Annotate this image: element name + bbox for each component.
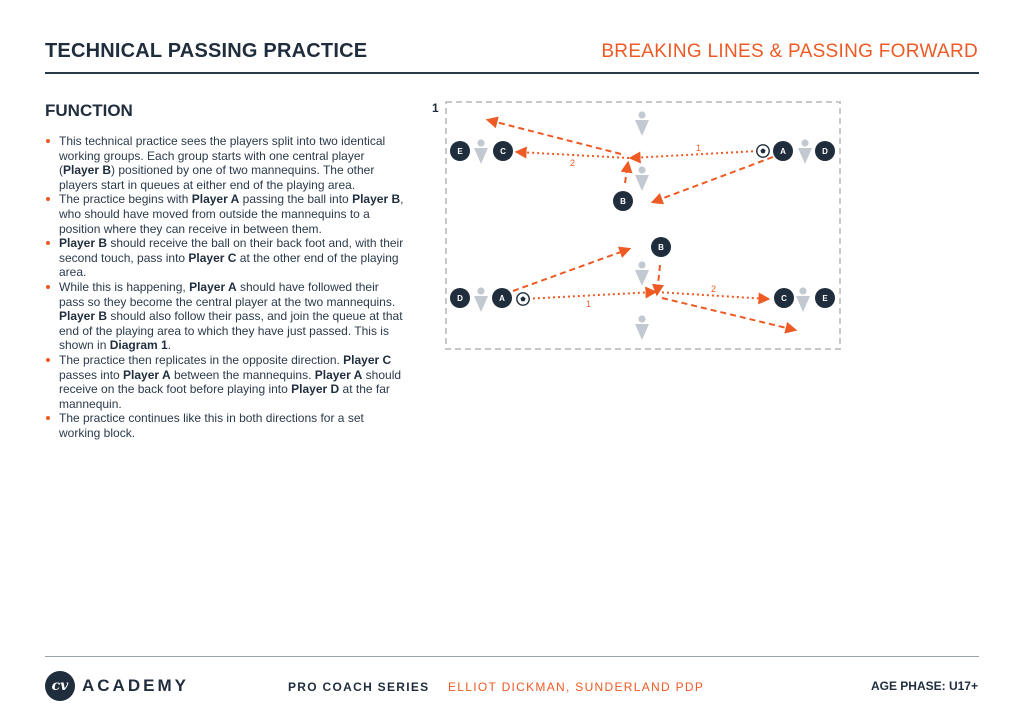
player-marker [450,288,470,308]
player-label: C [781,294,787,303]
player-label: A [780,147,786,156]
football-icon [757,145,769,157]
movement-arrow [662,298,795,330]
player-label: A [499,294,505,303]
bullet-text: This technical practice sees the players split into two identical working groups. Each group starts with one central player ( [59,134,386,178]
player-reference: Player C [343,352,392,367]
mannequin-icon [635,111,649,136]
player-reference: Player A [123,367,171,382]
bullet-text: , who should have moved from outside the mannequins to a position where they can receive in between them. [59,192,404,236]
bullet-text: . [167,338,172,353]
brand-name: ACADEMY [82,676,189,695]
player-marker [450,141,470,161]
movement-arrow [513,249,629,291]
footer-divider [45,656,979,657]
bullet-text: The practice continues like this in both directions for a set working block. [59,411,364,440]
function-bullet-list [45,134,405,440]
mannequin-icon [635,315,649,340]
pass-arrow [523,292,655,299]
player-reference: Player B [352,192,401,207]
movement-arrow [625,163,628,183]
age-phase: AGE PHASE: U17+ [870,679,978,693]
bullet-text: The practice begins with [59,192,192,207]
pass-number-label: 1 [696,143,702,153]
player-label: D [457,294,463,303]
player-reference: Player B [59,309,108,324]
bullet-text: between the mannequins. [170,367,315,382]
player-label: B [658,243,664,252]
mannequin-icon [635,261,649,286]
player-marker [773,141,793,161]
function-bullet [45,411,405,440]
cv-logo: cv [45,671,75,701]
player-marker [493,141,513,161]
player-reference: Diagram 1 [109,338,168,353]
page-subtitle: BREAKING LINES & PASSING FORWARD [601,41,978,62]
player-marker [774,288,794,308]
player-reference: Player B [59,236,108,251]
player-reference: Player A [191,192,240,207]
bullet-text: should receive on the back foot before playing into [59,367,402,397]
bullet-text: at the other end of the playing area. [59,250,399,280]
pass-number-label: 1 [586,299,592,309]
player-reference: Player C [188,250,237,265]
function-bullet [45,353,405,411]
mannequin-icon [796,287,810,312]
diagram-number: 1 [432,101,439,115]
player-marker [651,237,671,257]
player-label: E [822,294,828,303]
player-reference: Player A [189,279,237,294]
player-reference: Player A [314,367,363,382]
player-label: C [500,147,506,156]
bullet-text: The practice then replicates in the opposite direction. [59,352,344,367]
bullet-text: ) positioned by one of two mannequins. The other players start in queues at either end of the playing area. [59,163,375,192]
movement-arrow [657,265,660,294]
bullet-text: should have followed their pass so they become the central player at the two mannequins. [59,279,396,309]
football-icon [517,293,529,305]
player-marker [613,191,633,211]
pass-number-label: 2 [570,158,576,168]
function-bullet [45,192,405,236]
playing-area-border [446,102,840,349]
player-label: E [457,147,463,156]
player-label: D [822,147,828,156]
mannequin-icon [798,139,812,164]
practice-diagram [425,95,845,355]
function-bullet [45,134,405,192]
mannequin-icon [635,166,649,191]
page-title: TECHNICAL PASSING PRACTICE [45,40,368,62]
bullet-text: While this is happening, [59,279,190,294]
series-name: PRO COACH SERIES [288,680,430,694]
bullet-text: passing the ball into [239,192,353,207]
author-credit: ELLIOT DICKMAN, SUNDERLAND PDP [448,680,705,694]
movement-arrow [653,157,773,202]
section-heading: FUNCTION [45,101,133,120]
player-label: B [620,197,626,206]
bullet-text: should also follow their pass, and join the queue at that end of the playing area to which they have just passed. This is shown in [59,309,403,353]
mannequin-icon [474,139,488,164]
pass-arrow [631,151,758,158]
player-reference: Player D [291,382,340,397]
player-marker [815,288,835,308]
function-bullet [45,280,405,353]
player-reference: Player B [63,163,112,178]
bullet-text: should receive the ball on their back foot and, with their second touch, pass into [59,236,404,265]
function-bullet [45,236,405,280]
mannequin-icon [474,287,488,312]
header-divider [45,72,979,74]
bullet-text: at the far mannequin. [59,382,390,411]
player-marker [492,288,512,308]
bullet-text: passes into [59,367,124,382]
player-marker [815,141,835,161]
pass-number-label: 2 [711,284,717,294]
